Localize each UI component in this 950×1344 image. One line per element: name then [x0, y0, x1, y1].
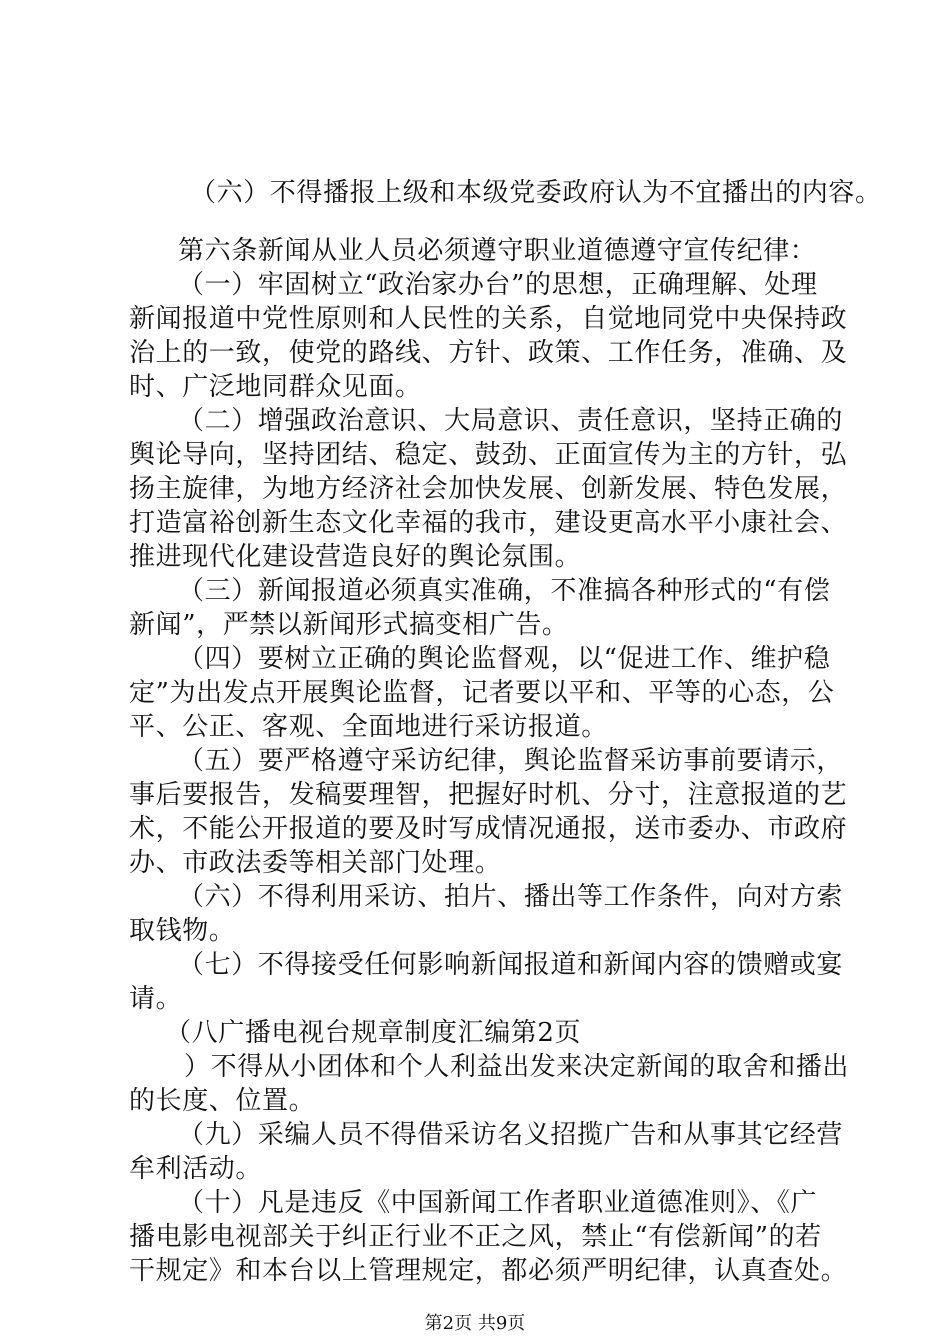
- paragraph-line: 干规定》和本台以上管理规定，都必须严明纪律，认真查处。: [129, 1256, 848, 1286]
- paragraph-line: 的长度、位置。: [129, 1086, 316, 1116]
- paragraph-line: 打造富裕创新生态文化幸福的我市，建设更高水平小康社会、: [129, 508, 848, 538]
- paragraph-line: 牟利活动。: [129, 1154, 263, 1184]
- page-footer: 第2页 共9页: [424, 1313, 526, 1334]
- paragraph-line: 治上的一致，使党的路线、方针、政策、工作任务，准确、及: [129, 338, 848, 368]
- paragraph-line: （七）不得接受任何影响新闻报道和新闻内容的馈赠或宴: [178, 950, 844, 980]
- paragraph-line: （十）凡是违反《中国新闻工作者职业道德准则》、《广: [178, 1188, 818, 1218]
- paragraph-line: 事后要报告，发稿要理智，把握好时机、分寸，注意报道的艺: [129, 780, 848, 810]
- paragraph-line: （三）新闻报道必须真实准确，不准搞各种形式的“有偿: [178, 576, 831, 606]
- paragraph-line: 播电影电视部关于纠正行业不正之风，禁止“有偿新闻”的若: [129, 1222, 822, 1252]
- paragraph-line: 推进现代化建设营造良好的舆论氛围。: [129, 542, 582, 572]
- paragraph-line: 新闻”，严禁以新闻形式搞变相广告。: [129, 610, 569, 640]
- paragraph-line: 时、广泛地同群众见面。: [129, 372, 422, 402]
- paragraph-line: （一）牢固树立“政治家办台”的思想，正确理解、处理: [178, 270, 818, 300]
- paragraph-line: 请。: [129, 984, 183, 1014]
- paragraph-line: 舆论导向，坚持团结、稳定、鼓劲、正面宣传为主的方针，弘: [129, 440, 848, 470]
- paragraph-line: （五）要严格遵守采访纪律，舆论监督采访事前要请示，: [178, 746, 844, 776]
- paragraph-line: 办、市政法委等相关部门处理。: [129, 848, 502, 878]
- paragraph-line: 平、公正、客观、全面地进行采访报道。: [129, 712, 608, 742]
- paragraph-line: 取钱物。: [129, 916, 236, 946]
- paragraph-line: 新闻报道中党性原则和人民性的关系，自觉地同党中央保持政: [129, 304, 848, 334]
- paragraph-line: ）不得从小团体和个人利益出发来决定新闻的取舍和播出: [184, 1052, 850, 1082]
- paragraph-line: （八广播电视台规章制度汇编第2页: [165, 1018, 582, 1048]
- paragraph-line: （二）增强政治意识、大局意识、责任意识，坚持正确的: [178, 406, 844, 436]
- paragraph-line: （六）不得播报上级和本级党委政府认为不宜播出的内容。: [190, 178, 882, 208]
- paragraph-line: （四）要树立正确的舆论监督观，以“促进工作、维护稳: [178, 644, 831, 674]
- paragraph-line: （六）不得利用采访、拍片、播出等工作条件，向对方索: [178, 882, 844, 912]
- paragraph-line: （九）采编人员不得借采访名义招揽广告和从事其它经营: [178, 1120, 844, 1150]
- paragraph-line: 术，不能公开报道的要及时写成情况通报，送市委办、市政府: [129, 814, 848, 844]
- article-heading: 第六条新闻从业人员必须遵守职业道德遵守宣传纪律：: [178, 236, 817, 266]
- paragraph-line: 扬主旋律，为地方经济社会加快发展、创新发展、特色发展，: [129, 474, 848, 504]
- paragraph-line: 定”为出发点开展舆论监督，记者要以平和、平等的心态，公: [129, 678, 835, 708]
